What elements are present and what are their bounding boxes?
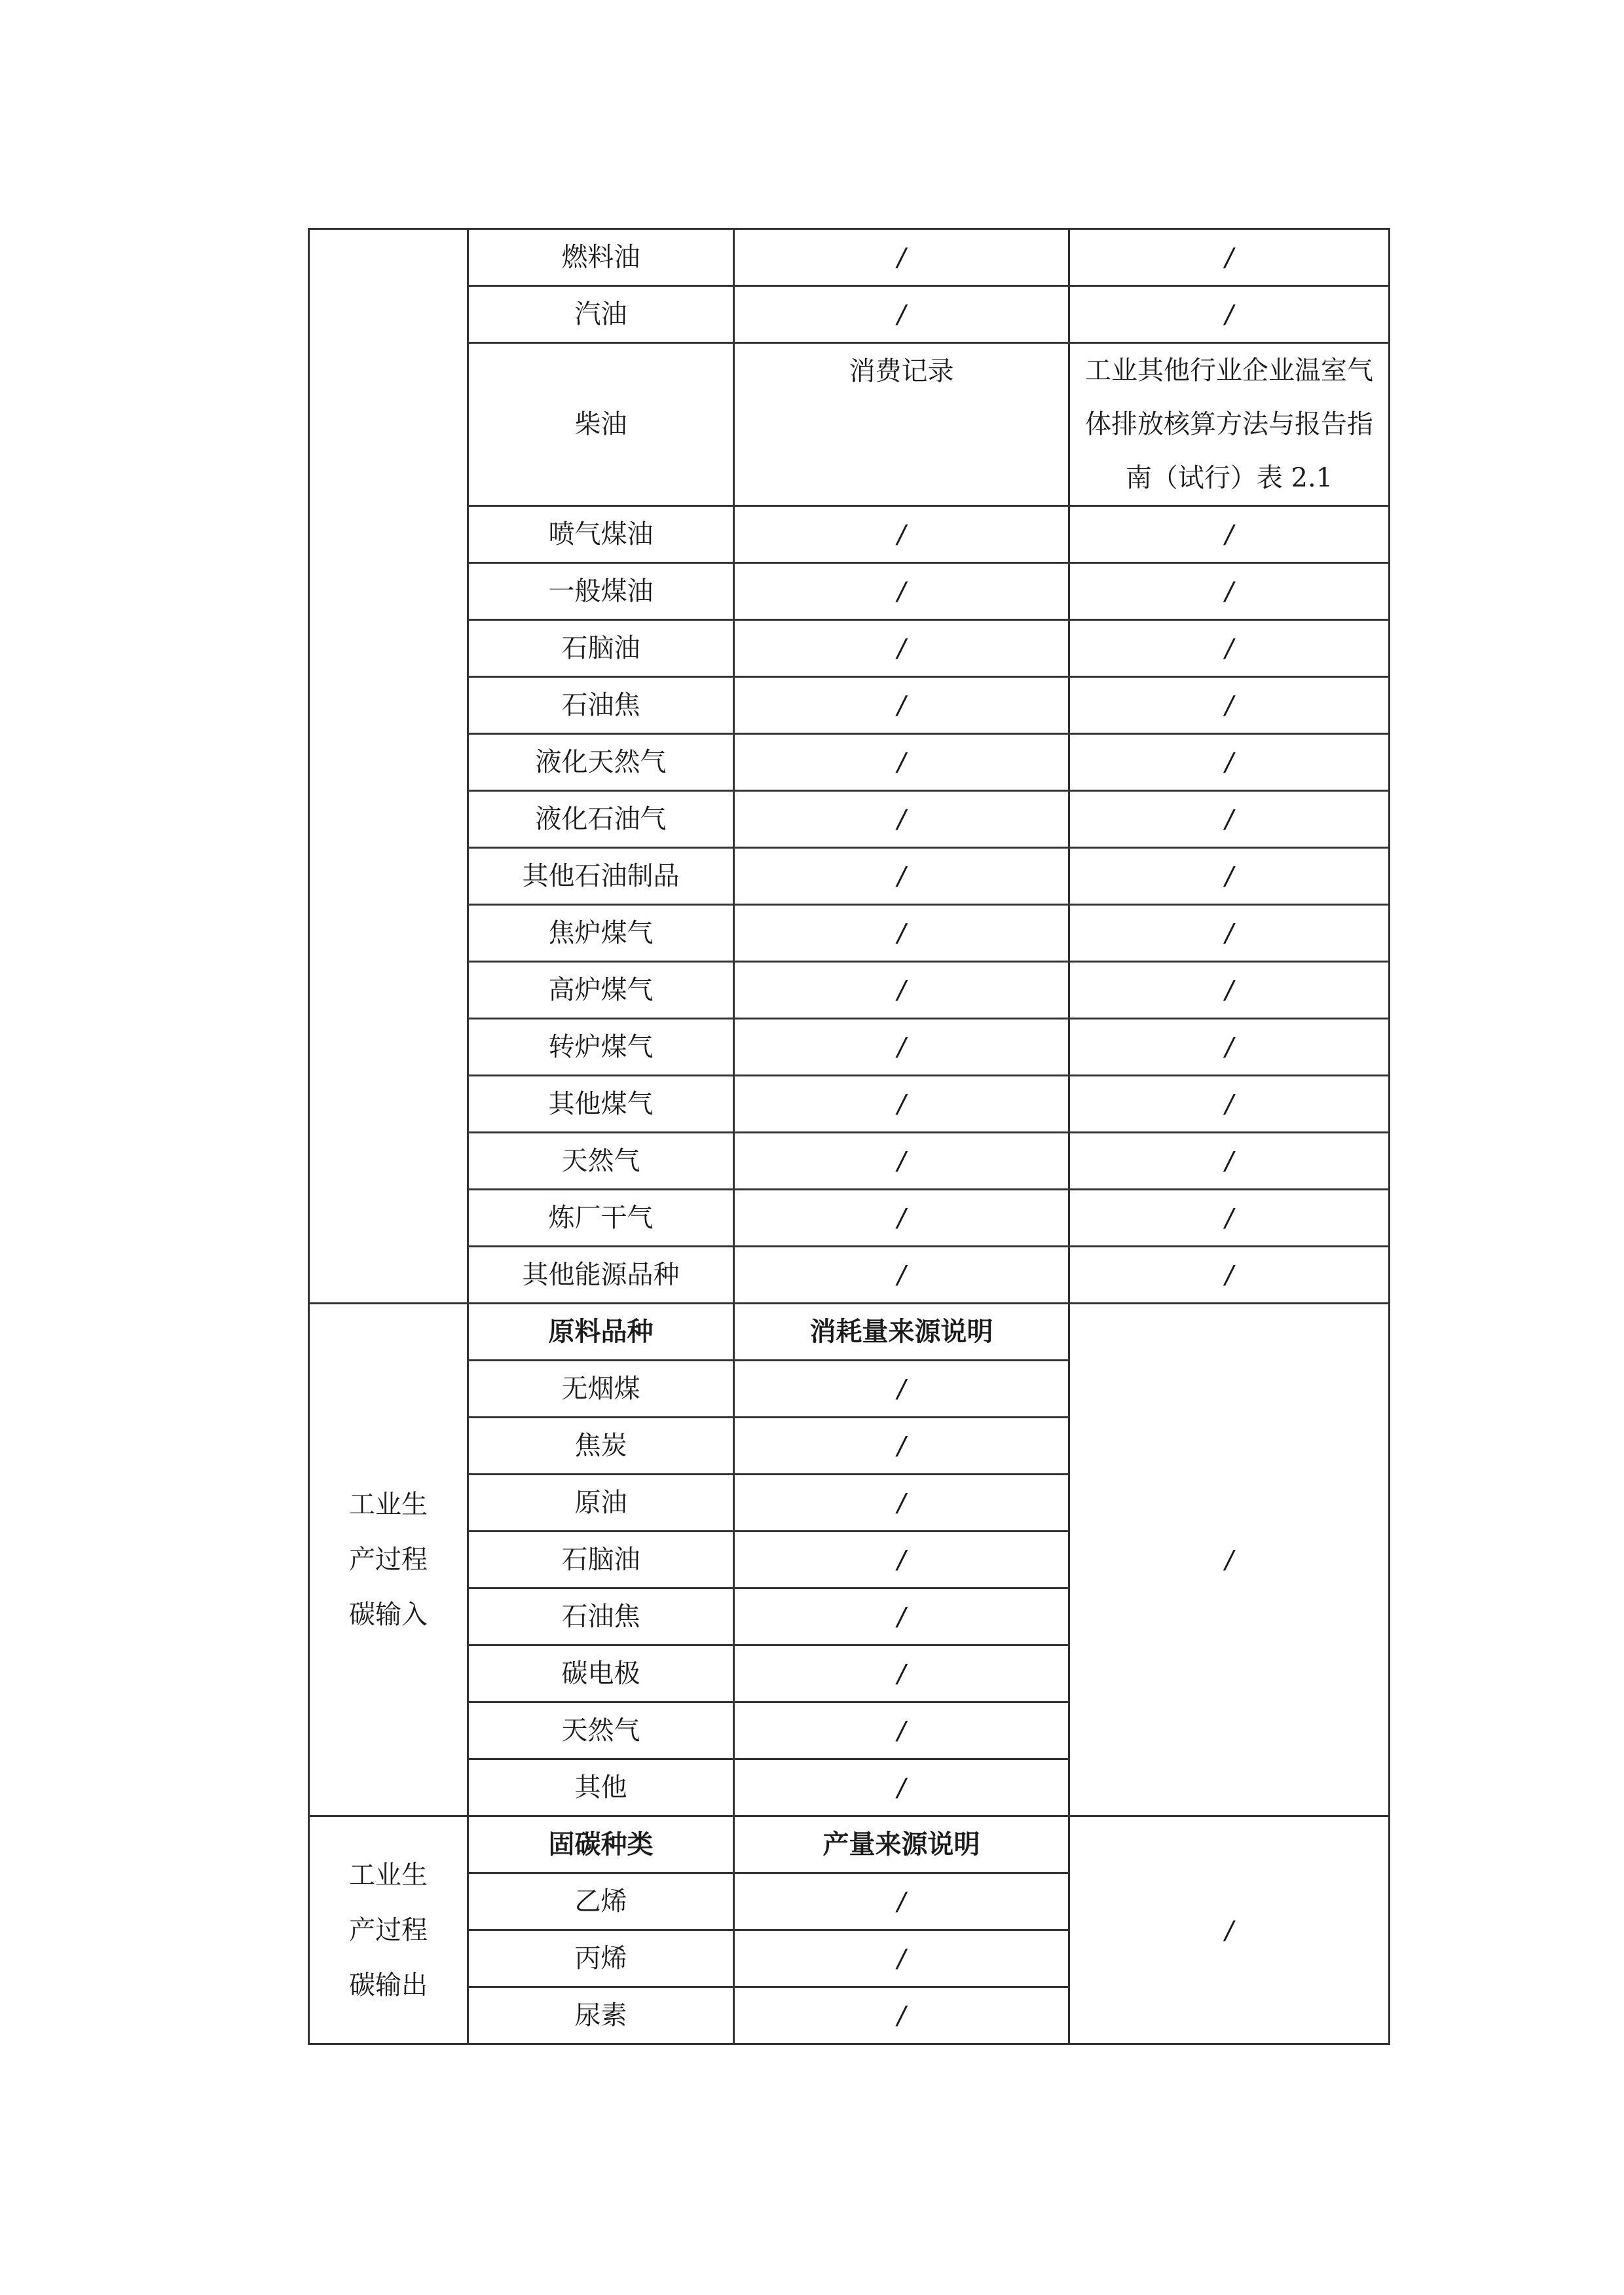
fuel-method-cell: / bbox=[1069, 848, 1390, 905]
fuel-name-cell: 石脑油 bbox=[468, 620, 734, 677]
carbon-input-source-cell: / bbox=[734, 1361, 1069, 1418]
table-row bbox=[309, 563, 1390, 620]
carbon-input-name-cell: 原油 bbox=[468, 1475, 734, 1532]
fuel-method-cell: / bbox=[1069, 734, 1390, 791]
carbon-input-header-source: 消耗量来源说明 bbox=[734, 1304, 1069, 1361]
carbon-output-source-cell: / bbox=[734, 1930, 1069, 1987]
table-row bbox=[309, 343, 1390, 506]
fuel-method-cell: / bbox=[1069, 1190, 1390, 1247]
fuel-method-cell: / bbox=[1069, 620, 1390, 677]
fuel-source-cell: / bbox=[734, 506, 1069, 563]
fuel-method-cell: / bbox=[1069, 905, 1390, 962]
table-row bbox=[309, 1247, 1390, 1304]
fuel-name-cell: 天然气 bbox=[468, 1133, 734, 1190]
fuel-method-cell: / bbox=[1069, 677, 1390, 734]
fuel-source-cell: / bbox=[734, 1133, 1069, 1190]
table-row bbox=[309, 1133, 1390, 1190]
table-row bbox=[309, 905, 1390, 962]
fuel-method-cell: 工业其他行业企业温室气体排放核算方法与报告指南（试行）表 2.1 bbox=[1069, 343, 1390, 506]
fuel-name-cell: 焦炉煤气 bbox=[468, 905, 734, 962]
carbon-input-name-cell: 其他 bbox=[468, 1759, 734, 1816]
fuel-name-cell: 其他能源品种 bbox=[468, 1247, 734, 1304]
carbon-input-source-cell: / bbox=[734, 1759, 1069, 1816]
fuel-method-cell: / bbox=[1069, 229, 1390, 286]
fuel-source-cell: / bbox=[734, 905, 1069, 962]
fuel-source-cell: / bbox=[734, 563, 1069, 620]
carbon-input-source-cell: / bbox=[734, 1645, 1069, 1702]
carbon-input-header-name: 原料品种 bbox=[468, 1304, 734, 1361]
fuel-source-cell: / bbox=[734, 229, 1069, 286]
carbon-input-source-cell: / bbox=[734, 1475, 1069, 1532]
fuel-source-cell: / bbox=[734, 1247, 1069, 1304]
fuel-method-cell: / bbox=[1069, 506, 1390, 563]
fuel-name-cell: 转炉煤气 bbox=[468, 1019, 734, 1076]
fuel-method-cell: / bbox=[1069, 563, 1390, 620]
carbon-output-header-source: 产量来源说明 bbox=[734, 1816, 1069, 1873]
table-row bbox=[309, 1019, 1390, 1076]
fuel-source-cell: / bbox=[734, 620, 1069, 677]
fuel-source-cell: / bbox=[734, 1076, 1069, 1133]
fuel-source-cell: / bbox=[734, 791, 1069, 848]
fuel-source-cell: / bbox=[734, 848, 1069, 905]
fuel-name-cell: 燃料油 bbox=[468, 229, 734, 286]
fuel-section-label-cell bbox=[309, 229, 468, 1304]
table-row bbox=[309, 677, 1390, 734]
fuel-source-cell: 消费记录 bbox=[734, 343, 1069, 506]
table-row bbox=[309, 1190, 1390, 1247]
carbon-output-source-cell: / bbox=[734, 1873, 1069, 1930]
carbon-input-source-cell: / bbox=[734, 1702, 1069, 1759]
table-row bbox=[309, 734, 1390, 791]
fuel-method-cell: / bbox=[1069, 1076, 1390, 1133]
fuel-name-cell: 液化石油气 bbox=[468, 791, 734, 848]
table-row bbox=[309, 848, 1390, 905]
fuel-name-cell: 石油焦 bbox=[468, 677, 734, 734]
carbon-input-name-cell: 焦炭 bbox=[468, 1418, 734, 1475]
carbon-input-section-label: 工业生产过程碳输入 bbox=[309, 1304, 468, 1816]
table-row bbox=[309, 286, 1390, 343]
fuel-name-cell: 柴油 bbox=[468, 343, 734, 506]
fuel-name-cell: 高炉煤气 bbox=[468, 962, 734, 1019]
fuel-method-cell: / bbox=[1069, 1247, 1390, 1304]
carbon-input-source-cell: / bbox=[734, 1532, 1069, 1588]
carbon-input-name-cell: 无烟煤 bbox=[468, 1361, 734, 1418]
table-row bbox=[309, 1816, 1390, 1873]
table-row bbox=[309, 1076, 1390, 1133]
carbon-input-merged-cell: / bbox=[1069, 1304, 1390, 1816]
carbon-input-name-cell: 石油焦 bbox=[468, 1588, 734, 1645]
fuel-source-cell: / bbox=[734, 1190, 1069, 1247]
carbon-input-name-cell: 天然气 bbox=[468, 1702, 734, 1759]
carbon-input-source-cell: / bbox=[734, 1418, 1069, 1475]
carbon-output-merged-cell: / bbox=[1069, 1816, 1390, 2044]
fuel-method-cell: / bbox=[1069, 962, 1390, 1019]
carbon-output-name-cell: 尿素 bbox=[468, 1987, 734, 2044]
carbon-output-section-label: 工业生产过程碳输出 bbox=[309, 1816, 468, 2044]
fuel-source-cell: / bbox=[734, 1019, 1069, 1076]
fuel-name-cell: 炼厂干气 bbox=[468, 1190, 734, 1247]
carbon-output-name-cell: 乙烯 bbox=[468, 1873, 734, 1930]
fuel-name-cell: 液化天然气 bbox=[468, 734, 734, 791]
fuel-source-cell: / bbox=[734, 734, 1069, 791]
fuel-source-cell: / bbox=[734, 677, 1069, 734]
fuel-method-cell: / bbox=[1069, 791, 1390, 848]
carbon-input-name-cell: 碳电极 bbox=[468, 1645, 734, 1702]
fuel-name-cell: 汽油 bbox=[468, 286, 734, 343]
carbon-output-name-cell: 丙烯 bbox=[468, 1930, 734, 1987]
table-row bbox=[309, 229, 1390, 286]
carbon-output-source-cell: / bbox=[734, 1987, 1069, 2044]
carbon-input-source-cell: / bbox=[734, 1588, 1069, 1645]
table-row bbox=[309, 791, 1390, 848]
emission-data-table bbox=[308, 228, 1390, 2045]
fuel-method-cell: / bbox=[1069, 1019, 1390, 1076]
fuel-name-cell: 其他石油制品 bbox=[468, 848, 734, 905]
fuel-name-cell: 喷气煤油 bbox=[468, 506, 734, 563]
table-row bbox=[309, 962, 1390, 1019]
fuel-method-cell: / bbox=[1069, 1133, 1390, 1190]
fuel-source-cell: / bbox=[734, 962, 1069, 1019]
carbon-output-header-name: 固碳种类 bbox=[468, 1816, 734, 1873]
table-row bbox=[309, 506, 1390, 563]
carbon-input-name-cell: 石脑油 bbox=[468, 1532, 734, 1588]
table-row bbox=[309, 1304, 1390, 1361]
fuel-name-cell: 其他煤气 bbox=[468, 1076, 734, 1133]
table-row bbox=[309, 620, 1390, 677]
fuel-source-cell: / bbox=[734, 286, 1069, 343]
fuel-name-cell: 一般煤油 bbox=[468, 563, 734, 620]
fuel-method-cell: / bbox=[1069, 286, 1390, 343]
